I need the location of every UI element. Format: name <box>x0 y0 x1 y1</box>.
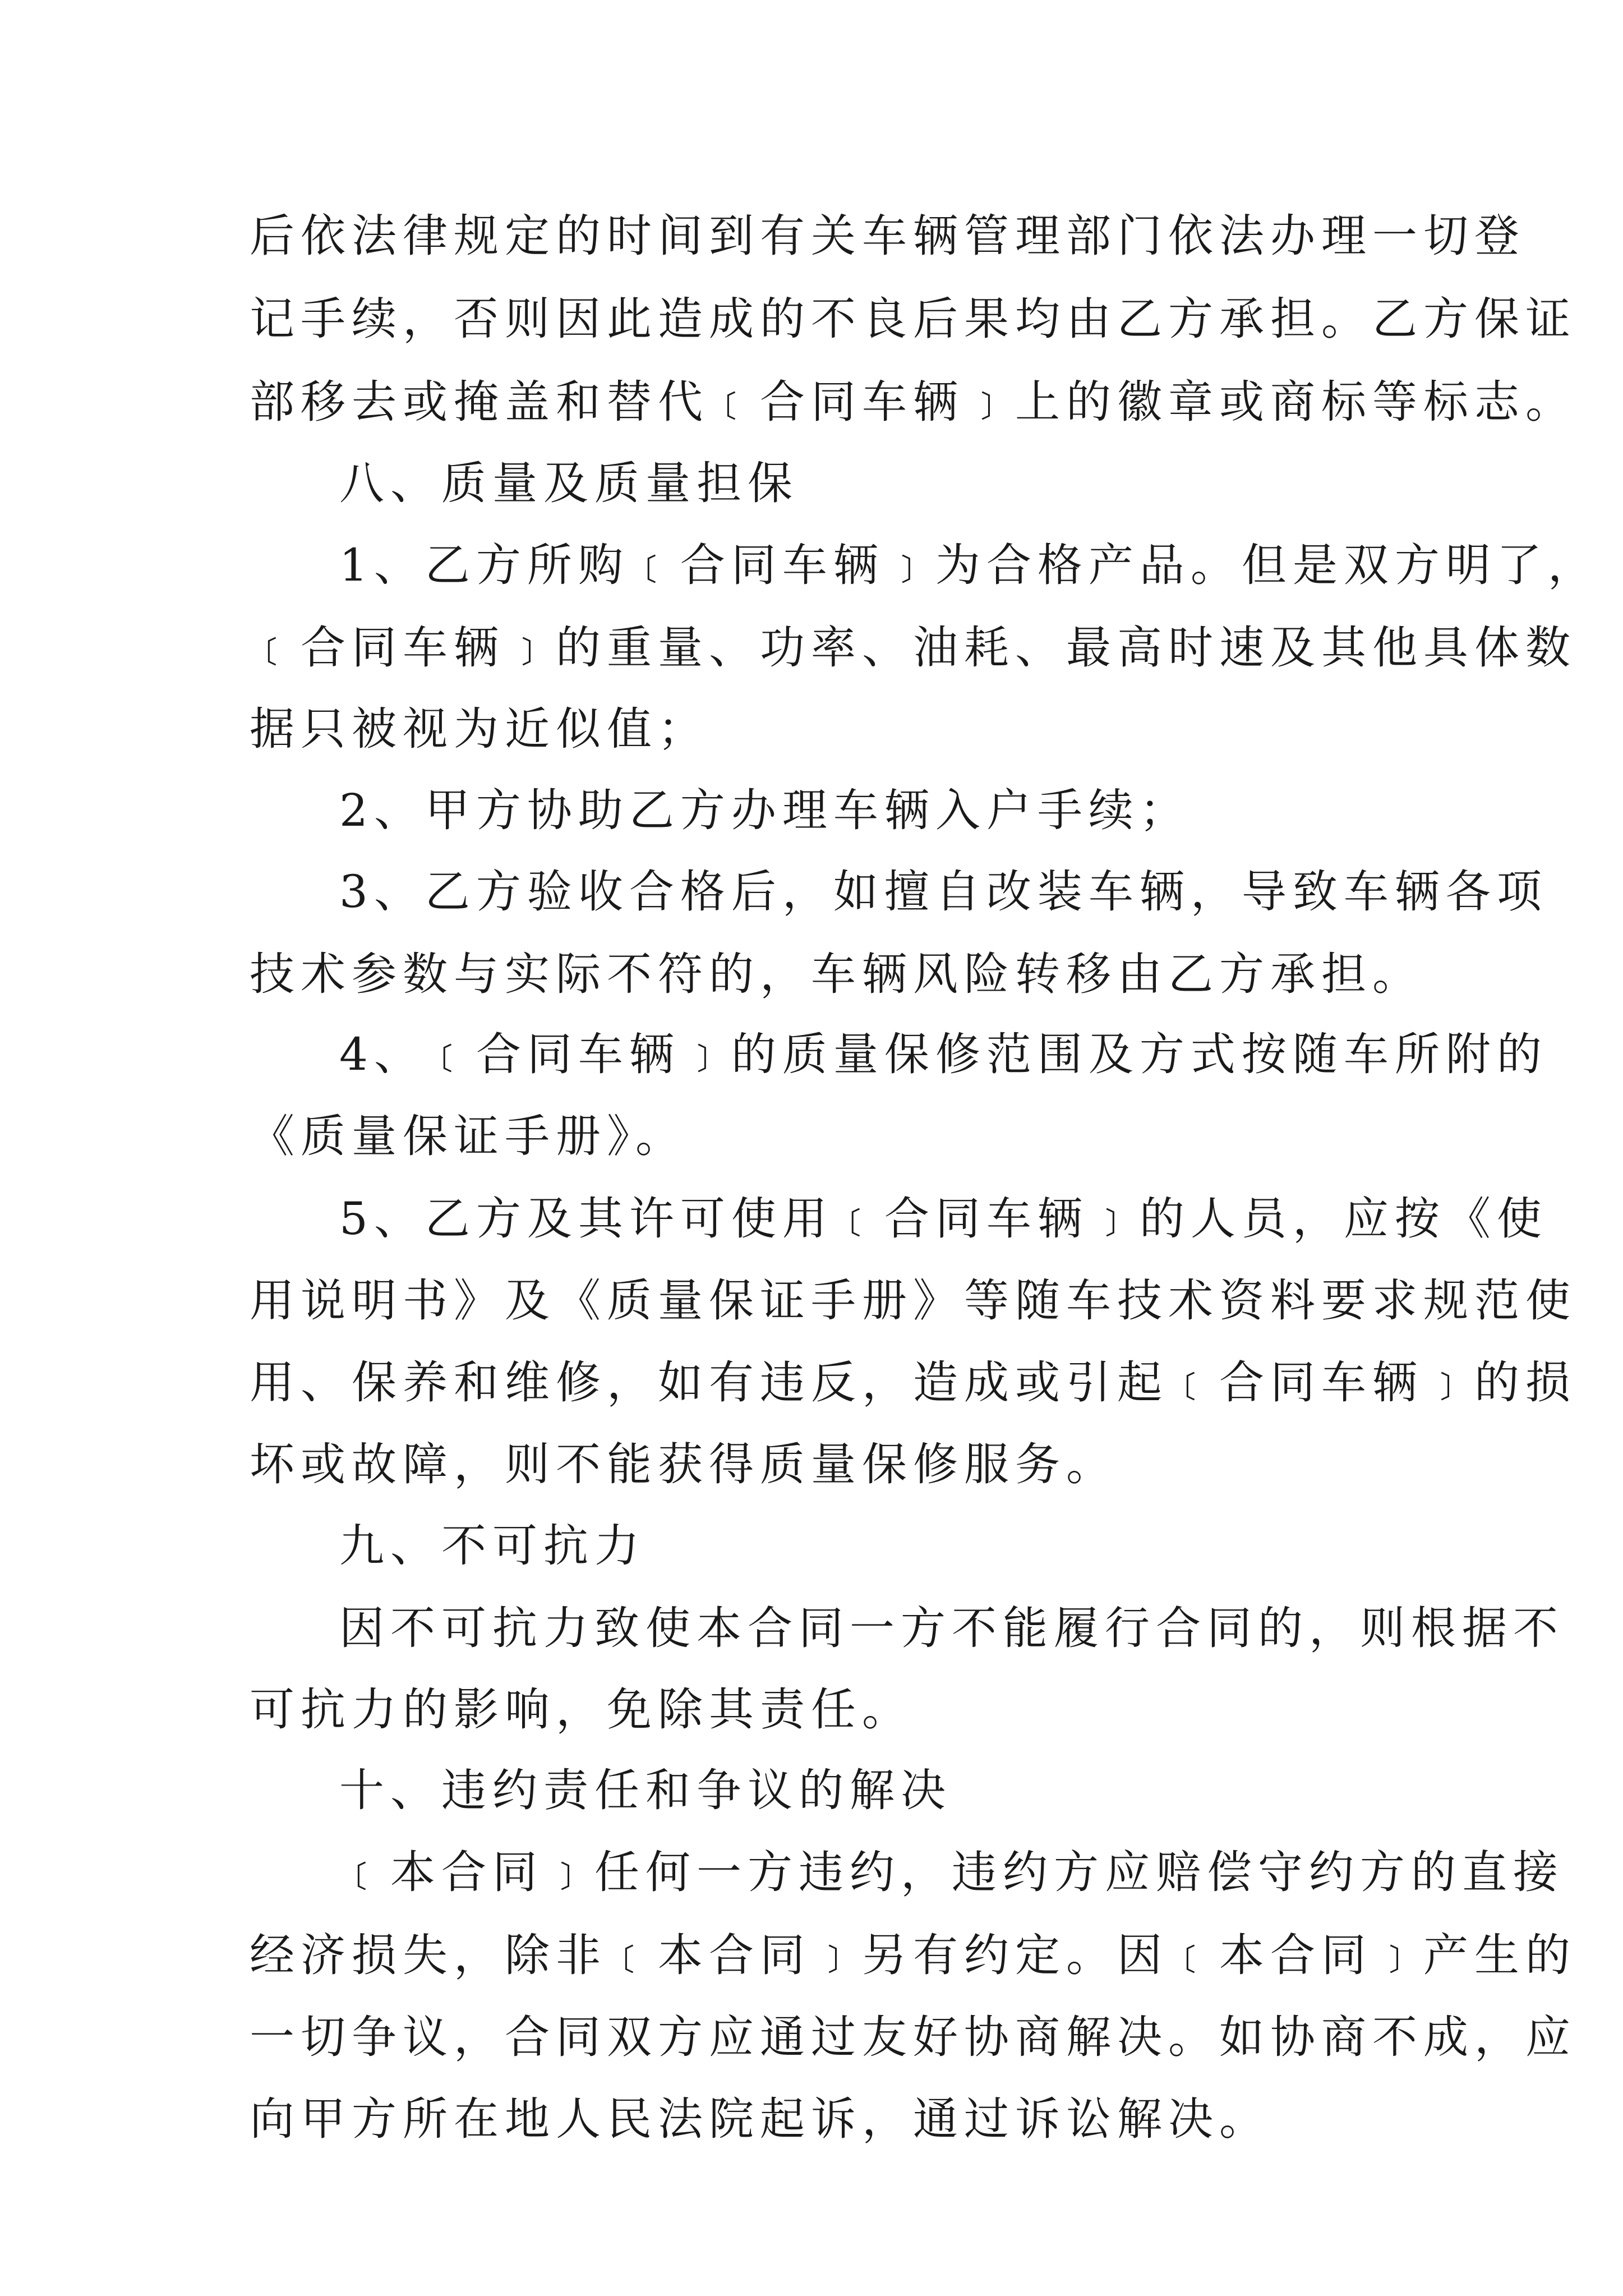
section-heading: 十、违约责任和争议的解决 <box>339 1764 952 1816</box>
text-line: 据只被视为近似值； <box>250 703 709 755</box>
text-line: 后依法律规定的时间到有关车辆管理部门依法办理一切登 <box>250 210 1525 262</box>
text-line: ﹝合同车辆﹞的重量、功率、油耗、最高时速及其他具体数 <box>250 622 1576 674</box>
text-line: ﹝本合同﹞任何一方违约，违约方应赔偿守约方的直接 <box>339 1846 1564 1898</box>
text-line: 技术参数与实际不符的，车辆风险转移由乙方承担。 <box>250 948 1423 1000</box>
text-line: 用说明书》及《质量保证手册》等随车技术资料要求规范使 <box>250 1274 1576 1327</box>
text-line: 向甲方所在地人民法院起诉，通过诉讼解决。 <box>250 2093 1270 2145</box>
text-line: 5、乙方及其许可使用﹝合同车辆﹞的人员，应按《使 <box>339 1193 1548 1245</box>
text-line: 用、保养和维修，如有违反，造成或引起﹝合同车辆﹞的损 <box>250 1356 1576 1409</box>
text-line: 1、乙方所购﹝合同车辆﹞为合格产品。但是双方明了， <box>339 539 1599 591</box>
section-heading: 九、不可抗力 <box>339 1520 645 1572</box>
text-line: 部移去或掩盖和替代﹝合同车辆﹞上的徽章或商标等标志。 <box>250 376 1576 428</box>
text-line: 记手续，否则因此造成的不良后果均由乙方承担。乙方保证 <box>250 293 1576 345</box>
text-line: 3、乙方验收合格后，如擅自改装车辆，导致车辆各项 <box>339 866 1548 918</box>
text-line: 可抗力的影响，免除其责任。 <box>250 1683 913 1736</box>
text-line: 因不可抗力致使本合同一方不能履行合同的，则根据不 <box>339 1602 1564 1654</box>
text-line: 《质量保证手册》。 <box>250 1110 686 1162</box>
text-line: 4、﹝合同车辆﹞的质量保修范围及方式按随车所附的 <box>339 1028 1548 1080</box>
text-line: 一切争议，合同双方应通过友好协商解决。如协商不成，应 <box>250 2011 1576 2063</box>
text-line: 2、甲方协助乙方办理车辆入户手续； <box>339 784 1191 836</box>
text-line: 坏或故障，则不能获得质量保修服务。 <box>250 1438 1117 1490</box>
text-line: 经济损失，除非﹝本合同﹞另有约定。因﹝本合同﹞产生的 <box>250 1929 1576 1981</box>
section-heading: 八、质量及质量担保 <box>339 457 799 509</box>
